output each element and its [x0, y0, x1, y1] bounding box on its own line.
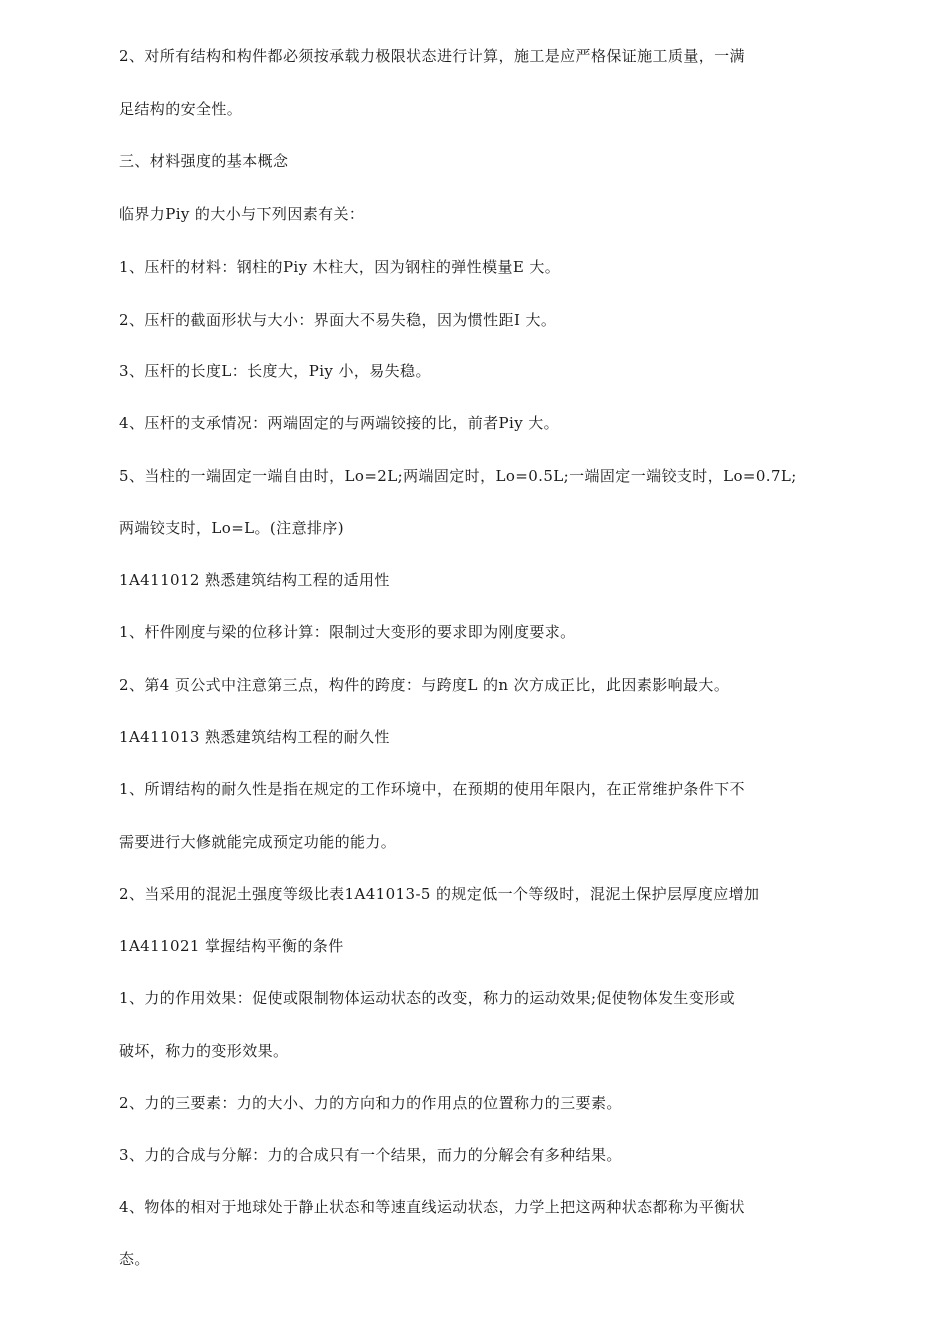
section-heading: 三、材料强度的基本概念 — [119, 152, 289, 170]
text-line: 临界力Piy 的大小与下列因素有关： — [119, 205, 365, 223]
list-item: 3、力的合成与分解：力的合成只有一个结果，而力的分解会有多种结果。 — [119, 1146, 622, 1164]
list-item: 2、第4 页公式中注意第三点，构件的跨度：与跨度L 的n 次方成正比，此因素影响最大。 — [119, 676, 730, 694]
list-item: 5、当柱的一端固定一端自由时，Lo=2L;两端固定时，Lo=0.5L;一端固定一端铰支时，Lo=0.7L; — [119, 467, 797, 485]
list-item: 4、物体的相对于地球处于静止状态和等速直线运动状态，力学上把这两种状态都称为平衡状 — [119, 1198, 745, 1216]
list-item: 2、力的三要素：力的大小、力的方向和力的作用点的位置称力的三要素。 — [119, 1094, 622, 1112]
list-item: 1、压杆的材料：钢柱的Piy 木柱大，因为钢柱的弹性模量E 大。 — [119, 258, 561, 276]
list-item: 1、杆件刚度与梁的位移计算：限制过大变形的要求即为刚度要求。 — [119, 623, 576, 641]
text-line: 两端铰支时，Lo=L。(注意排序) — [119, 519, 345, 537]
text-line: 破坏，称力的变形效果。 — [119, 1042, 289, 1060]
section-heading: 1A411012 熟悉建筑结构工程的适用性 — [119, 571, 390, 589]
list-item: 2、当采用的混泥土强度等级比表1A41013-5 的规定低一个等级时，混泥土保护层厚度应增加 — [119, 885, 760, 903]
text-line: 足结构的安全性。 — [119, 100, 243, 118]
text-line: 2、对所有结构和构件都必须按承载力极限状态进行计算，施工是应严格保证施工质量，一满 — [119, 47, 745, 65]
list-item: 4、压杆的支承情况：两端固定的与两端铰接的比，前者Piy 大。 — [119, 414, 560, 432]
list-item: 3、压杆的长度L：长度大，Piy 小，易失稳。 — [119, 362, 431, 380]
section-heading: 1A411021 掌握结构平衡的条件 — [119, 937, 344, 955]
list-item: 1、力的作用效果：促使或限制物体运动状态的改变，称力的运动效果;促使物体发生变形或 — [119, 989, 736, 1007]
section-heading: 1A411013 熟悉建筑结构工程的耐久性 — [119, 728, 390, 746]
list-item: 1、所谓结构的耐久性是指在规定的工作环境中，在预期的使用年限内，在正常维护条件下不 — [119, 780, 745, 798]
list-item: 2、压杆的截面形状与大小：界面大不易失稳，因为惯性距I 大。 — [119, 311, 557, 329]
text-line: 需要进行大修就能完成预定功能的能力。 — [119, 833, 397, 851]
text-line: 态。 — [119, 1250, 150, 1268]
